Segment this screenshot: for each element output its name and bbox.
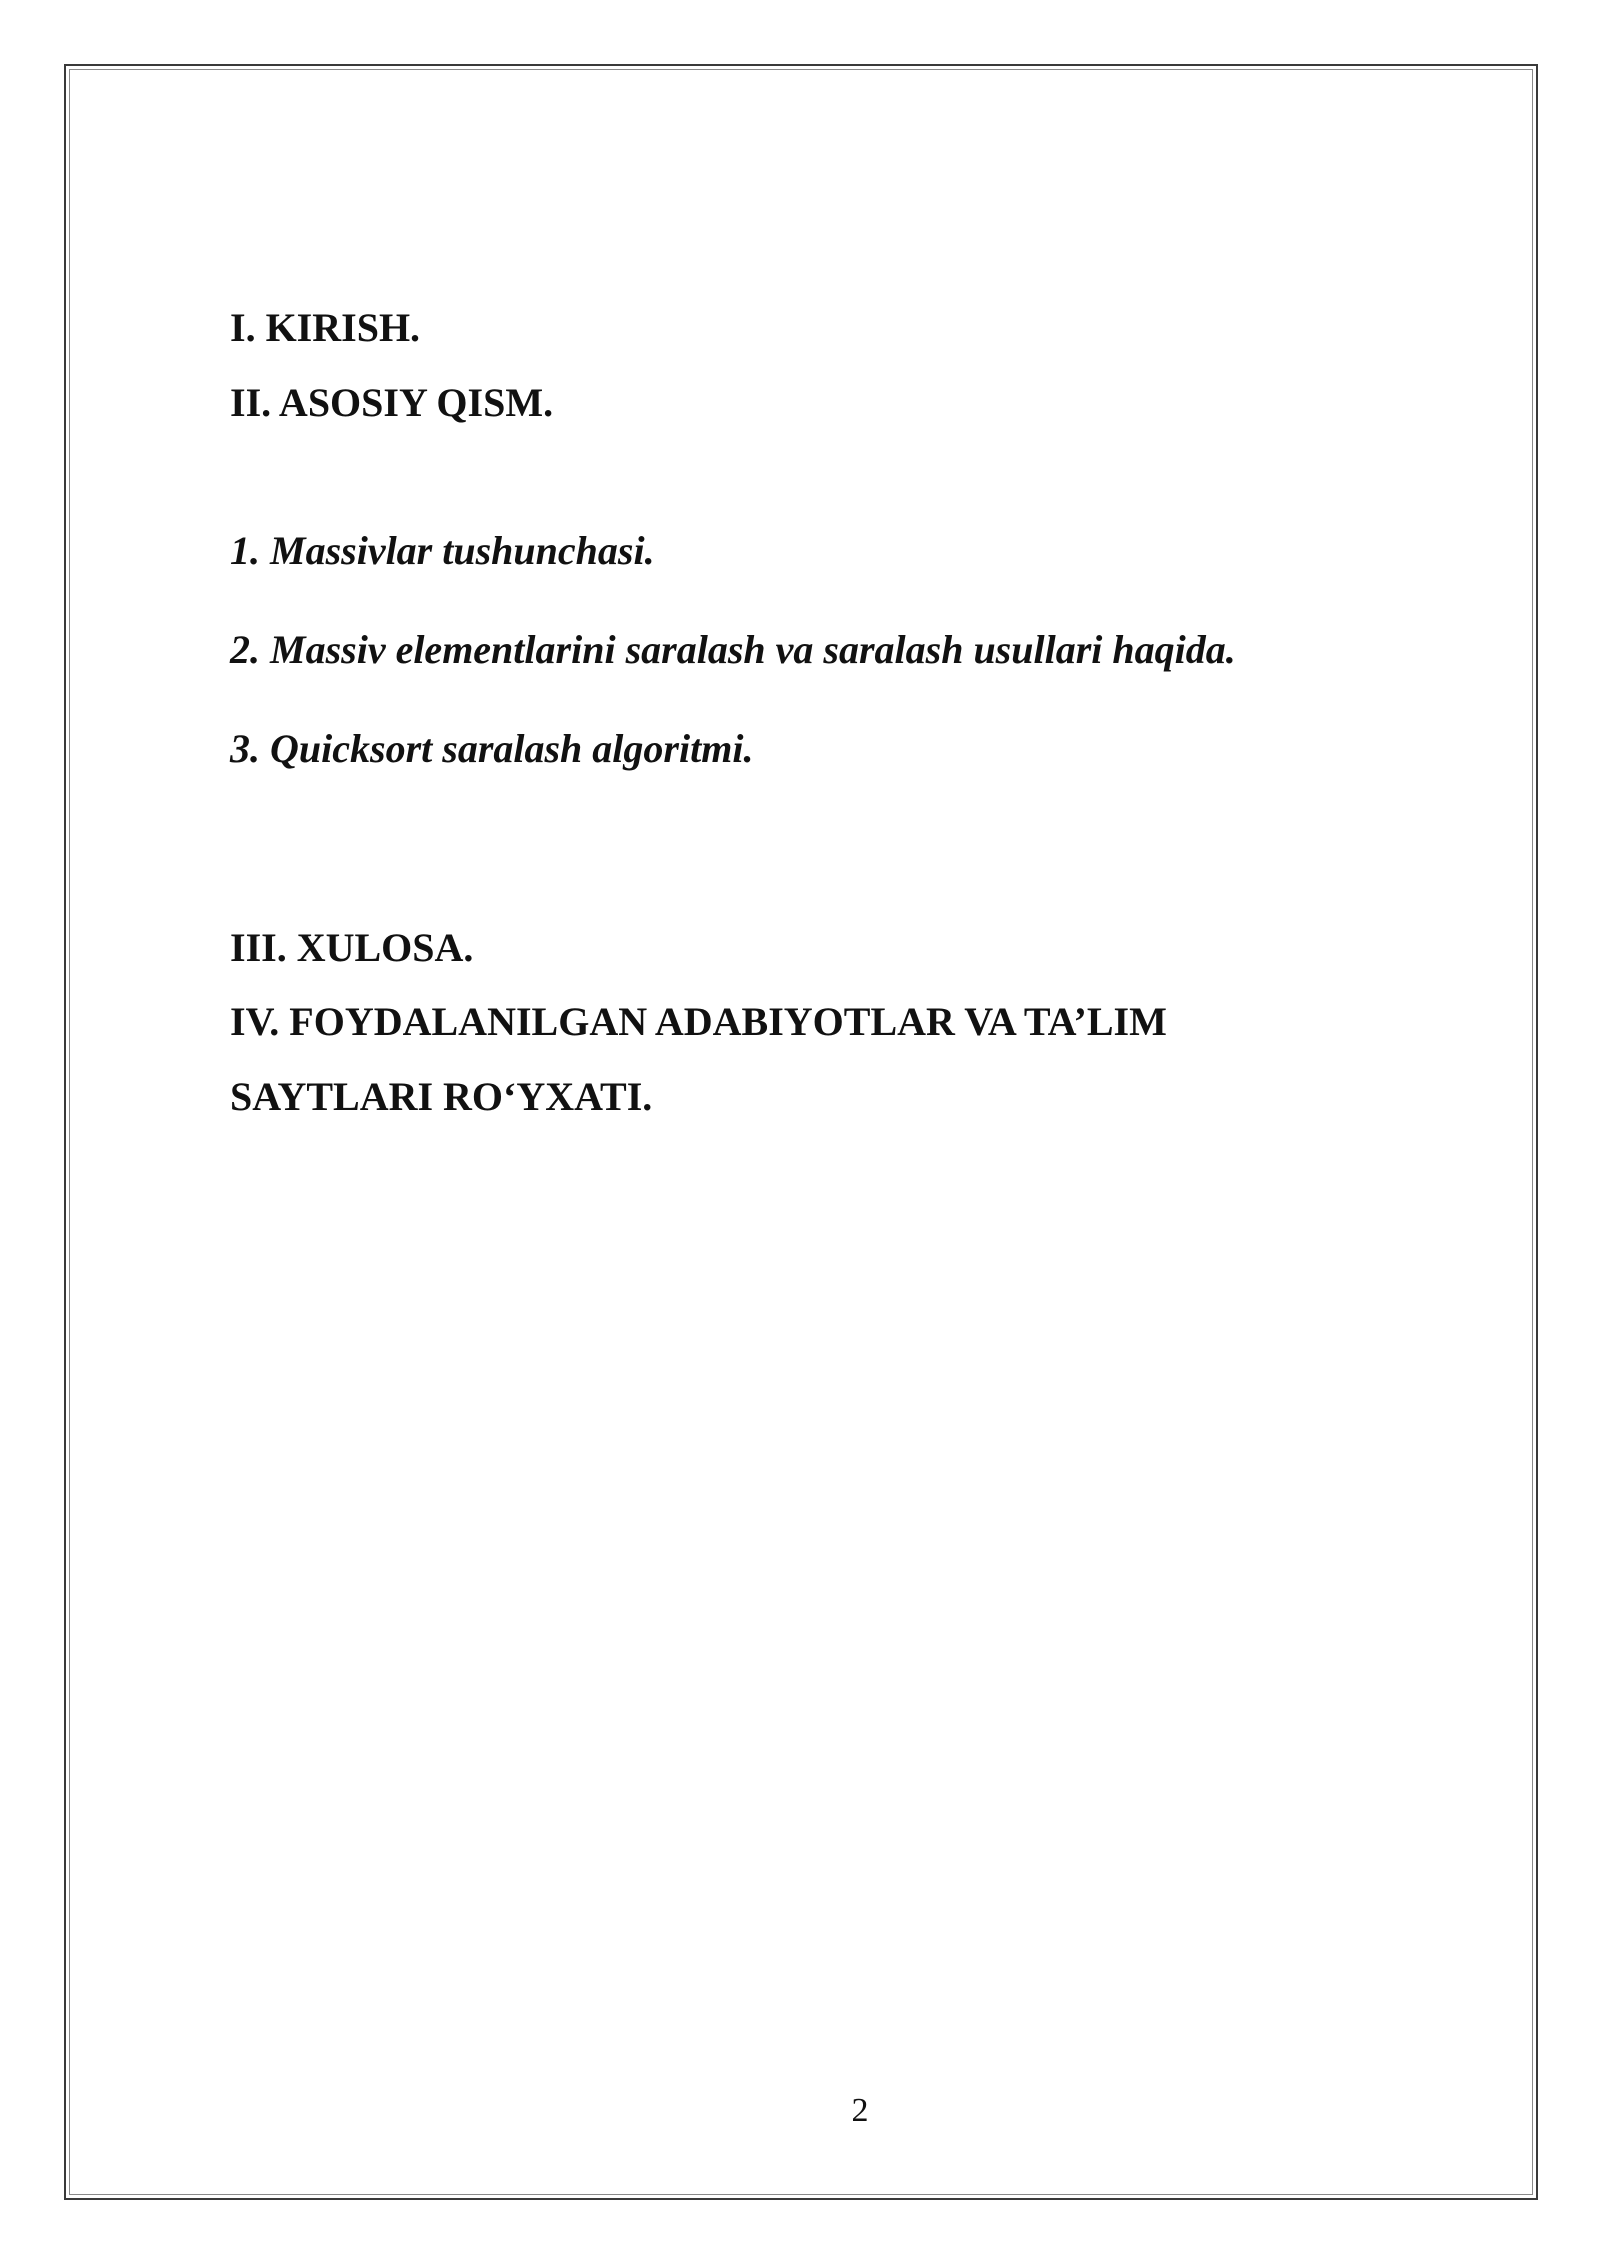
toc-item-number: 2.	[230, 627, 260, 672]
toc-item-text: Massivlar tushunchasi.	[270, 528, 655, 573]
toc-item-text: Quicksort saralash algoritmi.	[270, 726, 754, 771]
toc-heading-asosiy-qism: II. ASOSIY QISM.	[230, 380, 554, 425]
toc-heading-adabiyotlar-line1: IV. FOYDALANILGAN ADABIYOTLAR VA TA’LIM	[230, 999, 1167, 1044]
toc-item-number: 1.	[230, 528, 260, 573]
toc-item-3	[230, 725, 753, 773]
toc-item-number: 3.	[230, 726, 260, 771]
toc-item-2	[230, 626, 1236, 674]
toc-heading-adabiyotlar-line2: SAYTLARI RO‘YXATI.	[230, 1074, 653, 1119]
toc-heading-kirish: I. KIRISH.	[230, 305, 421, 350]
toc-heading-xulosa: III. XULOSA.	[230, 925, 474, 970]
page-number: 2	[851, 2092, 869, 2129]
toc-item-1	[230, 527, 655, 575]
toc-item-text: Massiv elementlarini saralash va saralash usullari haqida.	[270, 627, 1236, 672]
